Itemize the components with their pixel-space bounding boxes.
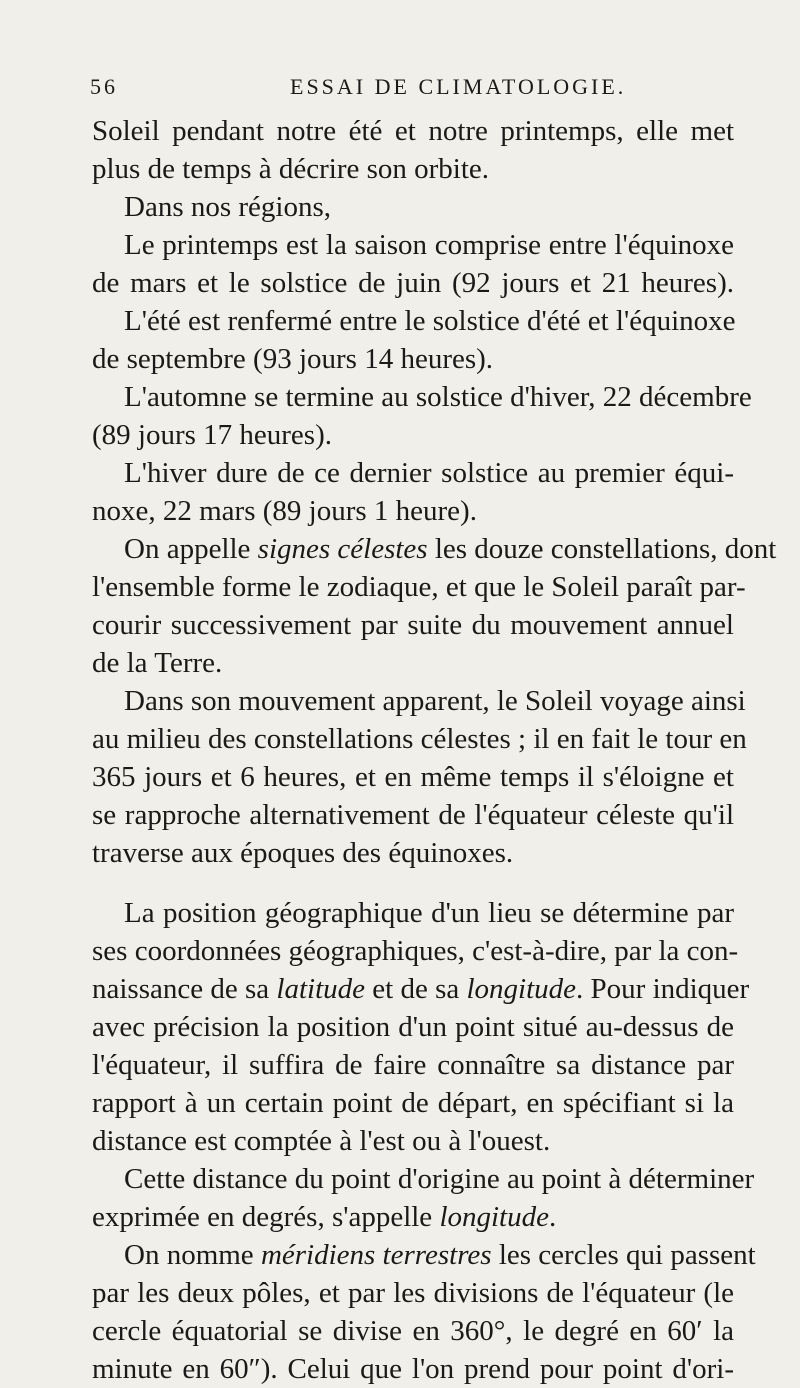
text-line	[92, 1198, 734, 1236]
page-number: 56	[90, 74, 118, 99]
text-line	[92, 970, 750, 1008]
text-line: (89 jours 17 heures).	[92, 419, 333, 451]
page-body	[92, 112, 777, 1388]
text-line: Dans son mouvement apparent, le Soleil voyage ainsi	[124, 685, 746, 717]
text-line: ses coordonnées géographiques, c'est-à-dire, par la con-	[92, 935, 739, 967]
text-line: L'automne se termine au solstice d'hiver, 22 décembre	[124, 381, 752, 413]
text-line: au milieu des constellations célestes ; il en fait le tour en	[92, 723, 747, 755]
text-line: noxe, 22 mars (89 jours 1 heure).	[92, 495, 477, 527]
text-line: 365 jours et 6 heures, et en même temps il s'éloigne et	[92, 761, 734, 793]
text-line: distance est comptée à l'est ou à l'ouest.	[92, 1125, 551, 1157]
text-run: les douze constellations, dont	[427, 533, 777, 565]
text-line: par les deux pôles, et par les divisions de l'équateur (le	[92, 1277, 734, 1309]
text-line: Soleil pendant notre été et notre printemps, elle met	[92, 115, 734, 147]
italic-term: longitude	[439, 1201, 549, 1233]
text-line: La position géographique d'un lieu se détermine par	[124, 897, 734, 929]
text-run: On nomme	[124, 1239, 261, 1271]
text-line: traverse aux époques des équinoxes.	[92, 837, 514, 869]
text-line: l'équateur, il suffira de faire connaître sa distance par	[92, 1049, 734, 1081]
text-run: On appelle	[124, 533, 258, 565]
italic-term: signes célestes	[257, 533, 428, 565]
text-line: se rapproche alternativement de l'équateur céleste qu'il	[92, 799, 734, 831]
text-line: de septembre (93 jours 14 heures).	[92, 343, 494, 375]
text-line: minute en 60″). Celui que l'on prend pour point d'ori-	[92, 1353, 734, 1385]
text-run: . Pour indiquer	[576, 973, 750, 1005]
text-line: Le printemps est la saison comprise entre l'équinoxe	[124, 229, 734, 261]
text-run: les cercles qui passent	[491, 1239, 756, 1271]
text-line: Dans nos régions,	[124, 191, 332, 223]
text-run: .	[548, 1201, 557, 1233]
text-line	[92, 530, 777, 568]
text-line: l'ensemble forme le zodiaque, et que le Soleil paraît par-	[92, 571, 746, 603]
text-line: L'hiver dure de ce dernier solstice au premier équi-	[124, 457, 734, 489]
text-line: Cette distance du point d'origine au point à déterminer	[124, 1163, 755, 1195]
italic-term: longitude	[466, 973, 577, 1005]
italic-term: latitude	[276, 973, 366, 1005]
text-run: exprimée en degrés, s'appelle	[92, 1201, 440, 1233]
text-line: avec précision la position d'un point situé au-dessus de	[92, 1011, 734, 1043]
text-line: de la Terre.	[92, 647, 223, 679]
running-title: ESSAI DE CLIMATOLOGIE.	[290, 74, 627, 99]
text-line	[92, 1236, 756, 1274]
text-line: de mars et le solstice de juin (92 jours et 21 heures).	[92, 267, 734, 299]
text-line: rapport à un certain point de départ, en spécifiant si la	[92, 1087, 734, 1119]
text-line: plus de temps à décrire son orbite.	[92, 153, 490, 185]
text-line: courir successivement par suite du mouvement annuel	[92, 609, 734, 641]
text-line: L'été est renfermé entre le solstice d'été et l'équinoxe	[124, 305, 736, 337]
text-line: cercle équatorial se divise en 360°, le degré en 60′ la	[92, 1315, 734, 1347]
text-run: et de sa	[365, 973, 467, 1005]
text-run: naissance de sa	[92, 973, 277, 1005]
italic-term: méridiens terrestres	[260, 1239, 492, 1271]
